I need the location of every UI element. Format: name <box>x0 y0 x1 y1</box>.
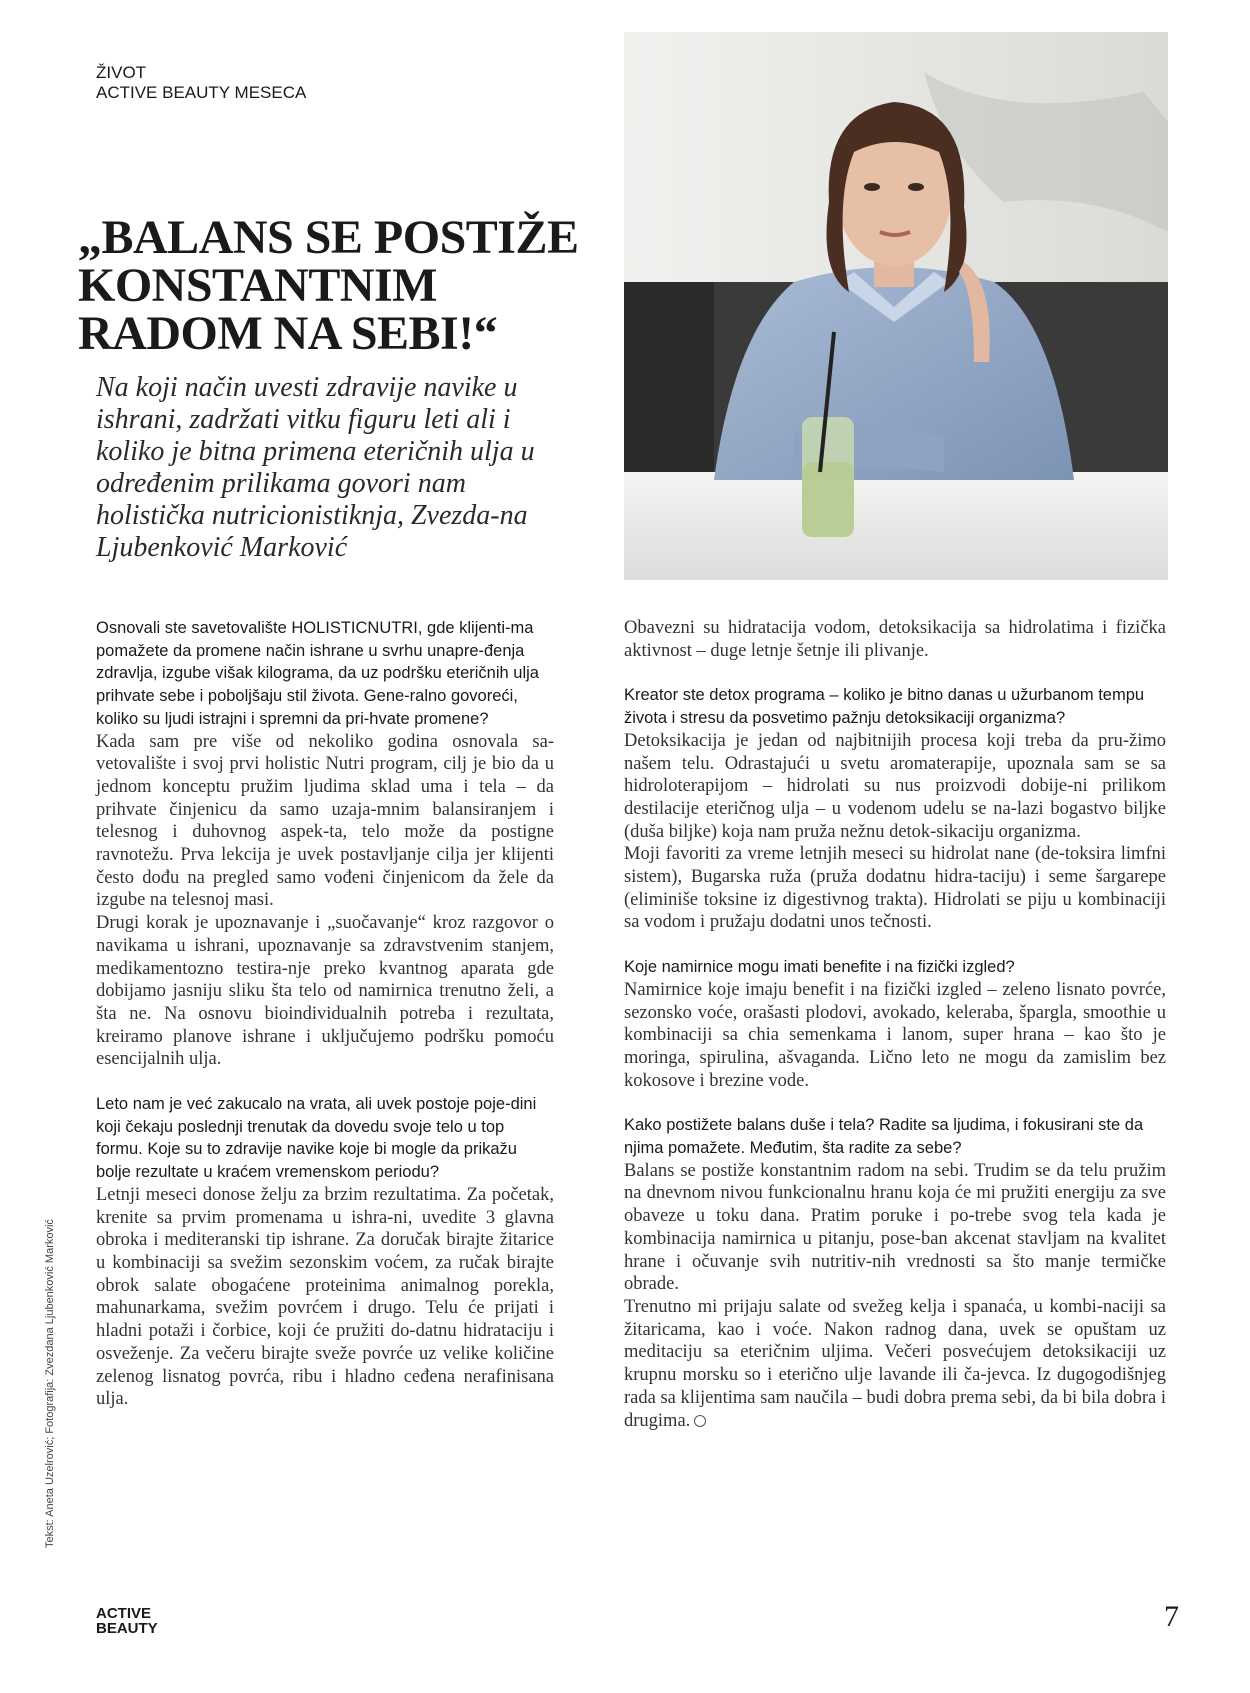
interview-question: Koje namirnice mogu imati benefite i na fizički izgled? <box>624 958 1015 977</box>
photo-credit: Tekst: Aneta Uzelrović; Fotografija: Zvezdana Ljubenković Marković <box>44 1219 56 1548</box>
interview-answer-final <box>624 1296 1166 1432</box>
interview-answer: Moji favoriti za vreme letnjih meseci su hidrolat nane (de-toksira limfni sistem), Bugarska ruža (pruža dodatnu hidra-taciju) i seme šargarepe (eliminiše toksine iz digestivnog trakta). Hidrolati se piju u kombinaciji sa vodom i pružaju dodatni unos tečnosti. <box>624 844 1166 933</box>
final-paragraph-text: Trenutno mi prijaju salate od svežeg kelja i spanaća, u kombi-naciji sa žitaricama, kao i voće. Nakon radnog dana, uvek se opuštam uz meditaciju sa eteričnim uljima. Večeri posvećujem detoksikaciji uz krupnu morsku so i eterično ulje lavande ili ča-jevca. Iz dugogodišnjeg rada sa klijentima sam naučila – budi dobra prema sebi, da bi bila dobra i drugima. <box>624 1296 1166 1431</box>
interview-answer: Balans se postiže konstantnim radom na sebi. Trudim se da telu pružim na dnevnom nivou funkcionalnu hranu koja će mi pružiti energiju za sve obaveze u toku dana. Pratim poruke i po-trebe svog tela kada je kombinacija namirnica u pitanju, pose-ban akcenat stavljam na kvalitet hrane i očuvanje svih nutritiv-nih vrednosti sa što manje termičke obrade. <box>624 1160 1166 1295</box>
portrait-photo <box>624 32 1168 580</box>
article-headline: „BALANS SE POSTIŽE KONSTANTNIM RADOM NA SEBI!“ <box>78 211 579 360</box>
interview-question: Leto nam je već zakucalo na vrata, ali uvek postoje poje-dini koji čekaju poslednji trenutak da dovedu svoje telo u top formu. Koje su to zdravije navike koje bi mogle da prikažu bolje rezultate u kraćem vremenskom periodu? <box>96 1095 537 1182</box>
section-header <box>96 63 306 103</box>
end-mark-icon <box>694 1415 706 1427</box>
interview-question: Kreator ste detox programa – koliko je bitno danas u užurbanom tempu života i stresu da posvetimo pažnju detoksikaciji organizma? <box>624 686 1145 728</box>
interview-question: Kako postižete balans duše i tela? Radite sa ljudima, i fokusirani ste da njima pomažete. Međutim, šta radite za sebe? <box>624 1116 1144 1158</box>
interview-answer: Drugi korak je upoznavanje i „suočavanje“ kroz razgovor o navikama u ishrani, upoznavanje sa zdravstvenim stanjem, medikamentozno testira-nje preko kvantnog aparata gde dobijamo jasniju sliku šta telo od namirnica trenutno želi, a šta ne. Na osnovu bioindividualnih potreba i rezultata, kreiramo planove ishrane i uključujemo podršku pomoću esencijalnih ulja. <box>96 913 554 1070</box>
interview-answer: Letnji meseci donose želju za brzim rezultatima. Za početak, krenite sa prvim promenama u ishra-ni, uvedite 3 glavna obroka i mediteranski tip ishrane. Za doručak birajte žitarice u kombinaciji sa svežim sezonskim voćem, za ručak birajte obrok salate obogaćene proteinima animalnog porekla, mahunarkama, svežim povrćem i drugo. Telu će prijati i hladni potaži i čorbice, koji će pružiti do-datnu hidrataciju i osveženje. Za večeru birajte sveže povrće uz velike količine zelenog lisnatog povrća, ribu i hladno ceđena nerafinisana ulja. <box>96 1184 554 1410</box>
section-label: ŽIVOT <box>96 63 147 82</box>
footer-brand-line: ACTIVE <box>96 1605 152 1622</box>
interview-answer: Detoksikacija je jedan od najbitnijih procesa koji treba da pru-žimo našem telu. Odrastajući u svetu aromaterapije, upoznala sam se sa hidroloterapijom – hidrolati su nus proizvodi dobije-ni prilikom destilacije eteričnog ulja – u vodenom udelu se na-lazi bogastvo biljke (duša biljke) koja nam pruža nežnu detok-sikaciju organizma. <box>624 730 1166 842</box>
article-column-right <box>624 617 1166 1432</box>
footer-brand-line: BEAUTY <box>96 1620 158 1637</box>
interview-answer: Kada sam pre više od nekoliko godina osnovala sa-vetovalište i svoj prvi holistic Nutri program, cilj je bio da u jednom konceptu pružim ljudima sklad uma i tela – da prihvate činjenicu da samo uzaja-mnim balansiranjem i telesnog i duhovnog aspek-ta, telo može da postigne ravnotežu. Prva lekcija je uvek postavljanje cilja jer klijenti često dođu na pregled samo vođeni činjenicom da žele da izgube na telesnoj masi. <box>96 731 554 911</box>
interview-answer: Obavezni su hidratacija vodom, detoksikacija sa hidrolatima i fizička aktivnost – duge letnje šetnje ili plivanje. <box>624 618 1166 661</box>
interview-answer: Namirnice koje imaju benefit i na fizički izgled – zeleno lisnato povrće, sezonsko voće, orašasti plodovi, avokado, keleraba, špargla, smoothie u kombinaciji sa chia semenkama i lanom, super hrana – kao što je moringa, spirulina, ašvaganda. Lično leto ne mogu da zamislim bez kokosove i brezine vode. <box>624 979 1166 1091</box>
footer-brand <box>96 1606 158 1636</box>
article-column-left <box>96 617 554 1411</box>
page-number: 7 <box>1164 1600 1179 1633</box>
interview-question: Osnovali ste savetovalište HOLISTICNUTRI, gde klijenti-ma pomažete da promene način ishrane u svrhu unapre-đenja zdravlja, izgube višak kilograma, da uz podršku eteričnih ulja prihvate sebe i poboljšaju stil života. Gene-ralno govoreći, koliko su ljudi istrajni i spremni da pri-hvate promene? <box>96 619 539 728</box>
column-label: ACTIVE BEAUTY MESECA <box>96 83 307 102</box>
article-lead: Na koji način uvesti zdravije navike u ishrani, zadržati vitku figuru leti ali i koliko je bitna primena eteričnih ulja u određenim prilikama govori nam holistička nutricionistiknja, Zvezda-na Ljubenković Marković <box>96 372 535 563</box>
